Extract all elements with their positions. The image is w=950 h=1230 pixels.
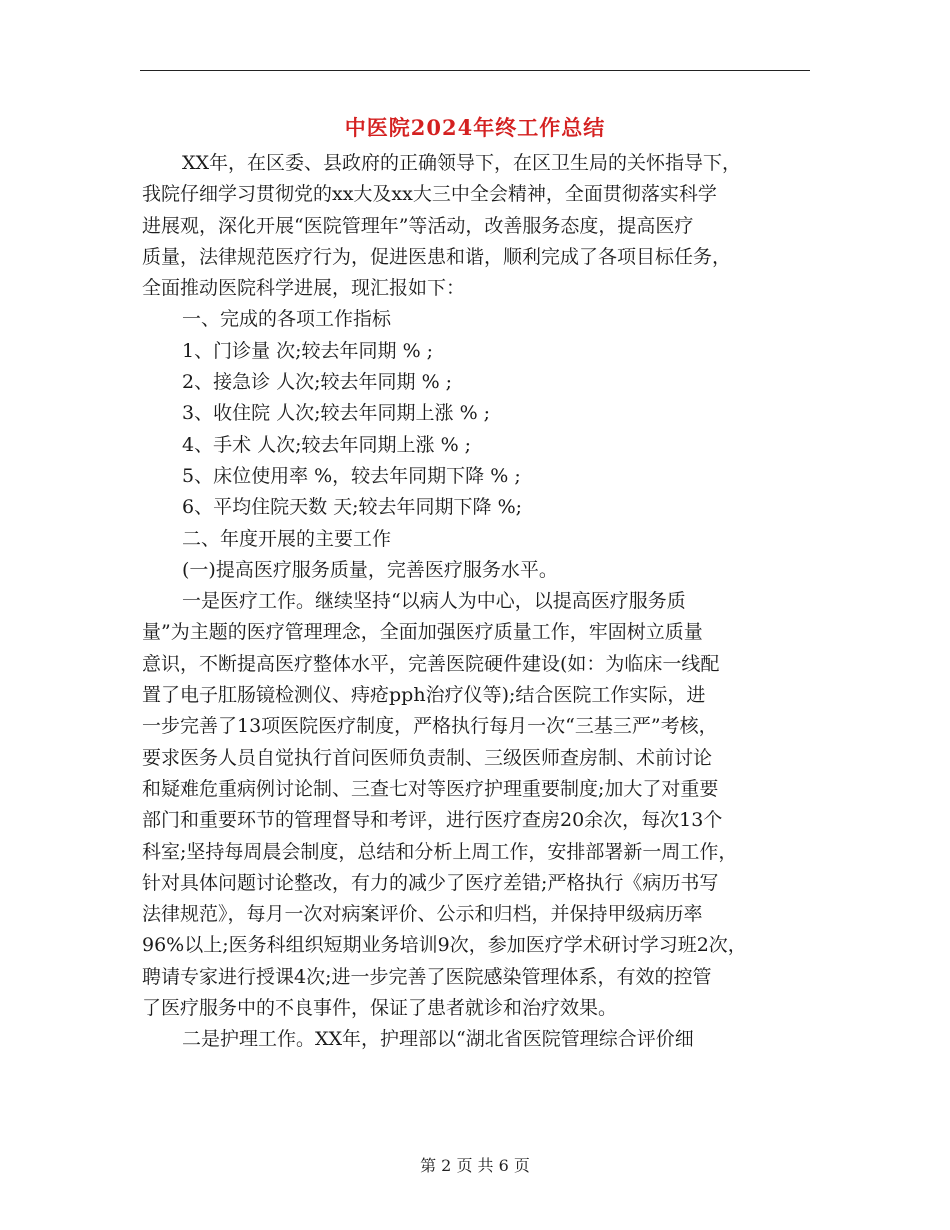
text-line: 5、床位使用率 %，较去年同期下降 % ; [182,464,521,487]
document-title: 中医院2024年终工作总结 [344,115,606,140]
text-line: 法律规范》，每月一次对病案评价、公示和归档，并保持甲级病历率 [142,903,703,926]
page-footer: 第 2 页 共 6 页 [420,1156,530,1175]
text-line: 部门和重要环节的管理督导和考评，进行医疗查房20余次，每次13个 [142,809,723,832]
text-line: 一步完善了13项医院医疗制度，严格执行每月一次“三基三严”考核， [142,715,718,738]
text-line: 3、收住院 人次;较去年同期上涨 % ; [182,402,491,425]
text-line: 进展观，深化开展“医院管理年”等活动，改善服务态度，提高医疗 [142,214,694,237]
text-line: 我院仔细学习贯彻党的xx大及xx大三中全会精神，全面贯彻落实科学 [142,183,717,206]
text-line: 质量，法律规范医疗行为，促进医患和谐，顺利完成了各项目标任务， [142,245,732,268]
text-line: (一)提高医疗服务质量，完善医疗服务水平。 [182,558,558,581]
document-body [142,148,822,1056]
text-line: 科室;坚持每周晨会制度，总结和分析上周工作，安排部署新一周工作， [142,840,738,863]
text-line: 二、年度开展的主要工作 [182,527,392,550]
text-line: 4、手术 人次;较去年同期上涨 % ; [182,433,472,456]
header-rule [140,70,810,71]
text-line: 意识，不断提高医疗整体水平，完善医院硬件建设(如：为临床一线配 [142,652,720,675]
text-line: 了医疗服务中的不良事件，保证了患者就诊和治疗效果。 [142,997,618,1020]
text-line: 量”为主题的医疗管理理念，全面加强医疗质量工作，牢固树立质量 [142,621,703,644]
text-line: 置了电子肛肠镜检测仪、痔疮pph治疗仪等);结合医院工作实际，进 [142,684,706,707]
text-line: XX年，在区委、县政府的正确领导下，在区卫生局的关怀指导下， [182,152,742,174]
text-line: 和疑难危重病例讨论制、三查七对等医疗护理重要制度;加大了对重要 [142,777,719,800]
text-line: 要求医务人员自觉执行首问医师负责制、三级医师查房制、术前讨论 [142,746,713,769]
text-line: 二是护理工作。XX年，护理部以“湖北省医院管理综合评价细 [182,1028,694,1051]
text-line: 针对具体问题讨论整改，有力的减少了医疗差错;严格执行《病历书写 [142,871,719,894]
text-line: 聘请专家进行授课4次;进一步完善了医院感染管理体系，有效的控管 [142,965,712,988]
text-line: 一是医疗工作。继续坚持“以病人为中心，以提高医疗服务质 [182,590,686,613]
text-line: 2、接急诊 人次;较去年同期 % ; [182,371,453,394]
text-line: 一、完成的各项工作指标 [182,308,392,331]
text-line: 6、平均住院天数 天;较去年同期下降 %; [182,496,523,519]
text-line: 96%以上;医务科组织短期业务培训9次，参加医疗学术研讨学习班2次， [142,934,747,957]
text-line: 全面推动医院科学进展，现汇报如下： [142,277,466,300]
text-line: 1、门诊量 次;较去年同期 % ; [182,339,434,362]
